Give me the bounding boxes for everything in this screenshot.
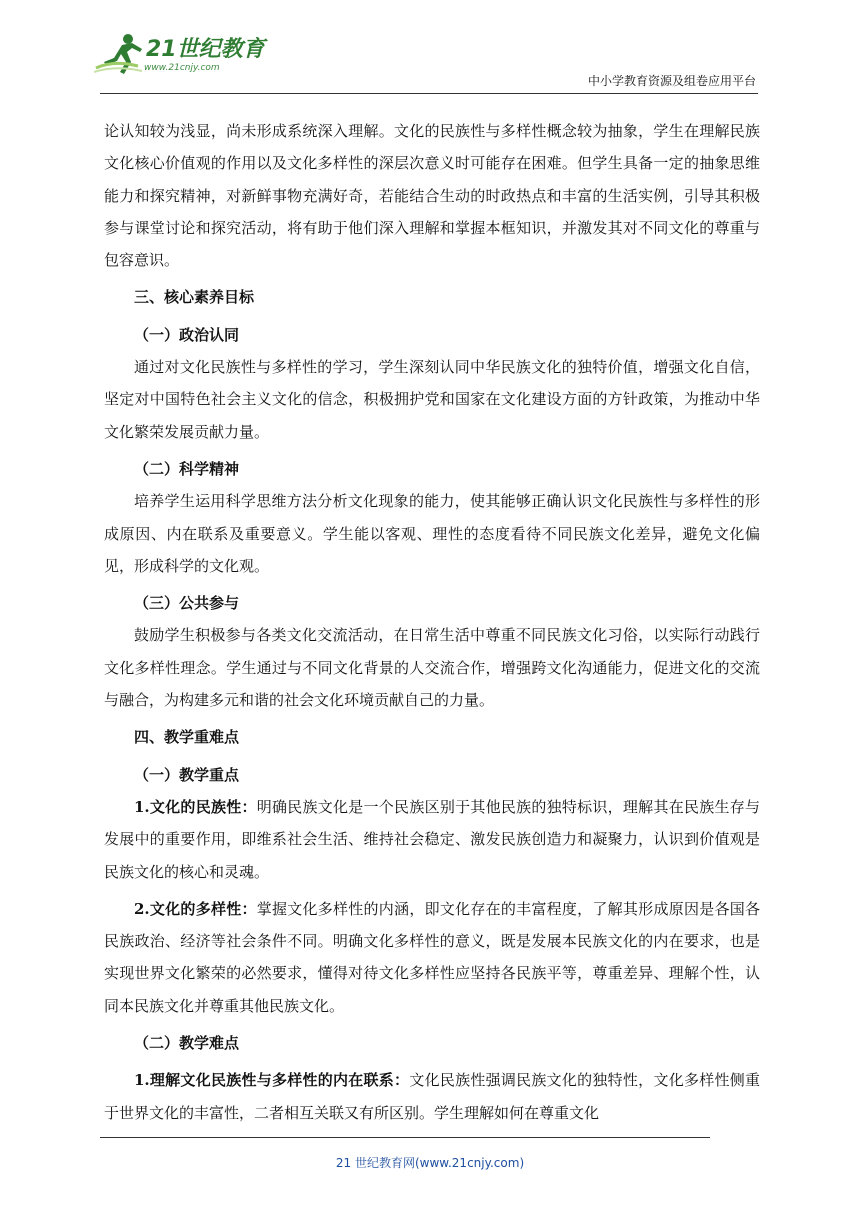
platform-name: 中小学教育资源及组卷应用平台 [587, 74, 756, 88]
paragraph-intro: 论认知较为浅显，尚未形成系统深入理解。文化的民族性与多样性概念较为抽象，学生在理解民族文化核心价值观的作用以及文化多样性的深层次意义时可能存在困难。但学生具备一定的抽象思维能力和探究精神，对新鲜事物充满好奇，若能结合生动的时政热点和丰富的生活实例，引导其积极参与课堂讨论和探究活动，将有助于他们深入理解和掌握本框知识，并激发其对不同文化的尊重与包容意识。 [104, 122, 760, 270]
paragraph-public-participation: 鼓励学生积极参与各类文化交流活动，在日常生活中尊重不同民族文化习俗，以实际行动践行文化多样性理念。学生通过与不同文化背景的人交流合作，增强跨文化沟通能力，促进文化的交流与融合，为构建多元和谐的社会文化环境贡献自己的力量。 [104, 626, 760, 710]
paragraph-scientific-spirit: 培养学生运用科学思维方法分析文化现象的能力，使其能够正确认识文化民族性与多样性的形成原因、内在联系及重要意义。学生能以客观、理性的态度看待不同民族文化差异，避免文化偏见，形成科学的文化观。 [104, 492, 760, 575]
page-header [0, 0, 860, 100]
footer-link[interactable]: 21 世纪教育网(www.21cnjy.com) [335, 1156, 525, 1170]
logo-url: www.21cnjy.com [144, 63, 220, 73]
document-body [104, 115, 760, 1129]
paragraph-focus-nationality [104, 791, 760, 888]
runner-logo-icon [94, 32, 150, 76]
difficulty-relation-text: 文化民族性强调民族文化的独特性，文化多样性侧重于世界文化的丰富性，二者相互关联又有所区别。学生理解如何在尊重文化 [104, 1071, 760, 1122]
subheading-political-identity: （一）政治认同 [134, 325, 240, 344]
subheading-teaching-difficulty: （二）教学难点 [134, 1034, 240, 1053]
header-divider [100, 93, 758, 94]
logo [94, 32, 284, 82]
heading-core-goals: 三、核心素养目标 [134, 288, 255, 307]
heading-key-difficult-points: 四、教学重难点 [134, 728, 240, 747]
focus-nationality-lead: 1.文化的民族性： [134, 797, 257, 816]
subheading-scientific-spirit: （二）科学精神 [134, 459, 240, 478]
paragraph-political-identity: 通过对文化民族性与多样性的学习，学生深刻认同中华民族文化的独特价值，增强文化自信，坚定对中国特色社会主义文化的信念，积极拥护党和国家在文化建设方面的方针政策，为推动中华文化繁荣发展贡献力量。 [104, 358, 760, 441]
logo-title: 21世纪教育 [146, 37, 265, 62]
paragraph-focus-diversity [104, 893, 760, 1022]
subheading-teaching-focus: （一）教学重点 [134, 765, 240, 784]
focus-nationality-text: 明确民族文化是一个民族区别于其他民族的独特标识，理解其在民族生存与发展中的重要作用，即维系社会生活、维持社会稳定、激发民族创造力和凝聚力，认识到价值观是民族文化的核心和灵魂。 [104, 797, 760, 881]
paragraph-difficulty-relation [104, 1064, 760, 1129]
footer-divider [100, 1137, 710, 1138]
difficulty-relation-lead: 1.理解文化民族性与多样性的内在联系： [134, 1071, 410, 1090]
subheading-public-participation: （三）公共参与 [134, 594, 240, 613]
focus-diversity-text: 掌握文化多样性的内涵，即文化存在的丰富程度，了解其形成原因是各国各民族政治、经济等社会条件不同。明确文化多样性的意义，既是发展本民族文化的内在要求，也是实现世界文化繁荣的必然要求，懂得对待文化多样性应坚持各民族平等，尊重差异、理解个性，认同本民族文化并尊重其他民族文化。 [104, 899, 760, 1015]
focus-diversity-lead: 2.文化的多样性： [134, 899, 257, 918]
